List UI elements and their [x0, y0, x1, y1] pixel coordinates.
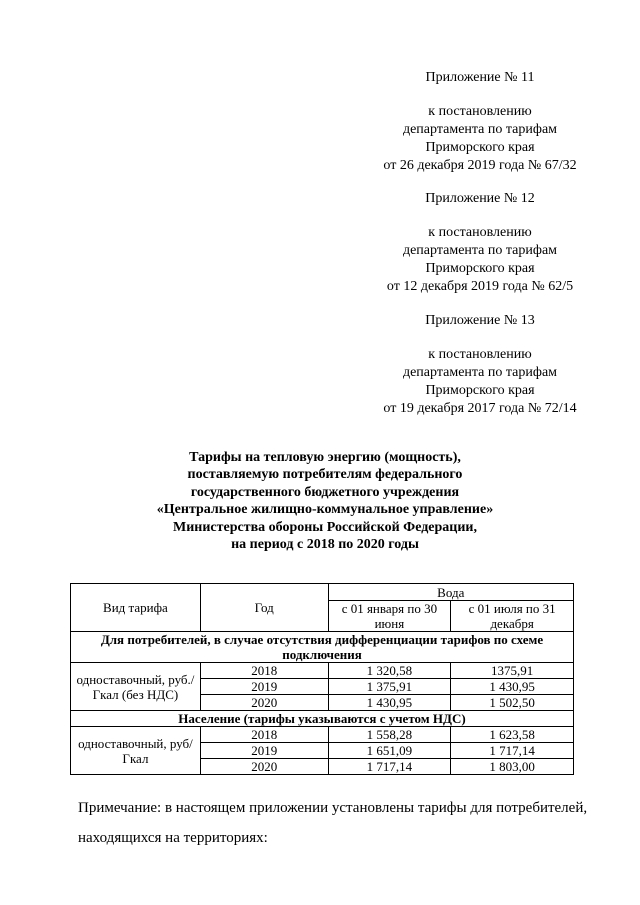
appendix-line: к постановлению — [428, 104, 532, 119]
document-title — [80, 449, 570, 553]
title-line: Тарифы на тепловую энергию (мощность), — [189, 450, 461, 465]
appendix-13 — [370, 312, 590, 418]
value-cell: 1375,91 — [451, 663, 574, 679]
appendix-line: Приморского края — [425, 383, 535, 398]
value-cell: 1 320,58 — [328, 663, 451, 679]
value-cell: 1 651,09 — [328, 743, 451, 759]
year-cell: 2019 — [200, 743, 328, 759]
appendix-line: к постановлению — [428, 225, 532, 240]
appendix-11 — [370, 69, 590, 175]
appendix-12 — [370, 190, 590, 296]
appendix-line: Приморского края — [425, 140, 535, 155]
appendix-line: от 26 декабря 2019 года № 67/32 — [383, 158, 577, 173]
header-year: Год — [200, 584, 328, 632]
value-cell: 1 430,95 — [451, 679, 574, 695]
value-cell: 1 717,14 — [328, 759, 451, 775]
section-header: Для потребителей, в случае отсутствия дифференциации тарифов по схеме подключения — [71, 632, 574, 663]
value-cell: 1 717,14 — [451, 743, 574, 759]
note-line-2: находящихся на территориях: — [78, 830, 268, 846]
appendix-number: Приложение № 13 — [425, 313, 535, 328]
header-tariff-type: Вид тарифа — [71, 584, 201, 632]
appendix-line: Приморского края — [425, 261, 535, 276]
title-line: «Центральное жилищно-коммунальное управление» — [156, 502, 494, 518]
appendix-line: от 12 декабря 2019 года № 62/5 — [386, 279, 574, 294]
header-water: Вода — [328, 584, 573, 601]
title-line: поставляемую потребителям федерального — [187, 467, 463, 483]
value-cell: 1 803,00 — [451, 759, 574, 775]
value-cell: 1 430,95 — [328, 695, 451, 711]
value-cell: 1 558,28 — [328, 727, 451, 743]
year-cell: 2018 — [200, 727, 328, 743]
note-line-1: Примечание: в настоящем приложении установлены тарифы для потребителей, — [78, 800, 588, 816]
title-line: государственного бюджетного учреждения — [190, 484, 460, 500]
tariff-type-cell: одноставочный, руб/Гкал — [71, 727, 201, 775]
value-cell: 1 502,50 — [451, 695, 574, 711]
tariff-type-cell: одноставочный, руб./Гкал (без НДС) — [71, 663, 201, 711]
year-cell: 2020 — [200, 695, 328, 711]
header-first-half: с 01 января по 30 июня — [328, 601, 451, 632]
appendix-line: департамента по тарифам — [402, 243, 558, 258]
title-line: Министерства обороны Российской Федерации, — [172, 519, 477, 535]
appendix-line: департамента по тарифам — [402, 365, 558, 380]
value-cell: 1 375,91 — [328, 679, 451, 695]
appendix-line: к постановлению — [428, 347, 532, 362]
appendix-number: Приложение № 11 — [425, 70, 535, 85]
title-line: на период с 2018 по 2020 годы — [231, 537, 419, 553]
tariff-table — [70, 583, 574, 775]
year-cell: 2020 — [200, 759, 328, 775]
appendix-line: от 19 декабря 2017 года № 72/14 — [383, 401, 577, 416]
value-cell: 1 623,58 — [451, 727, 574, 743]
appendix-number: Приложение № 12 — [425, 191, 535, 206]
section-header: Население (тарифы указываются с учетом НДС) — [71, 711, 574, 727]
year-cell: 2018 — [200, 663, 328, 679]
header-second-half: с 01 июля по 31 декабря — [451, 601, 574, 632]
year-cell: 2019 — [200, 679, 328, 695]
appendix-line: департамента по тарифам — [402, 122, 558, 137]
